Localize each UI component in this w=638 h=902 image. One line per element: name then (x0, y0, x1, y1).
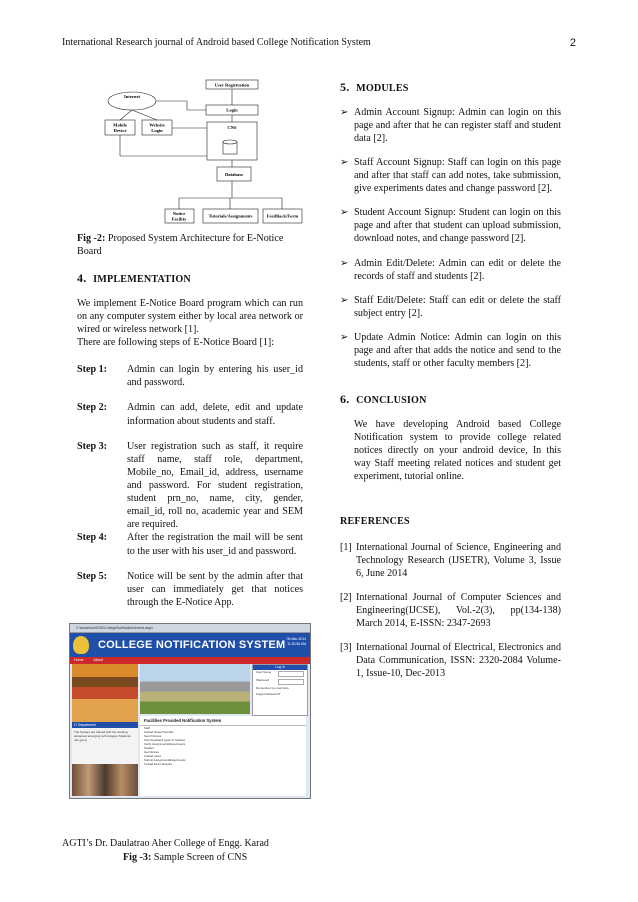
cns-banner (70, 633, 310, 657)
figure2-caption-label: Fig -2: (77, 233, 106, 244)
reference-text: International Journal of Computer Sciences and Engineering(IJCSE), Vol.-2(3), pp(134-138) March 2014, E-ISSN: 2347-2693 (356, 591, 561, 630)
step-label: Step 3: (77, 440, 108, 452)
running-header (62, 37, 576, 49)
cns-department-text: The System are trained with the working advanced emerging technologies Students can get to (74, 730, 131, 743)
figure3-caption (123, 851, 303, 864)
node-feedback: FeedBack/Form (266, 213, 299, 219)
cns-screenshot (69, 623, 311, 799)
section6-title: CONCLUSION (356, 395, 427, 407)
bullet-arrow-icon: ➢ (340, 332, 349, 344)
step-label: Step 4: (77, 532, 108, 544)
node-cns: CNS (227, 125, 237, 130)
figure3-caption-text: Sample Screen of CNS (153, 852, 248, 863)
step-item (77, 440, 303, 532)
node-website-line1: Website (149, 122, 165, 128)
figure2-caption (77, 232, 303, 258)
list-item (340, 206, 561, 245)
bullet-arrow-icon: ➢ (340, 156, 349, 168)
campus-photo (140, 664, 250, 714)
cns-login-forgot: Forgot Password? (256, 691, 281, 696)
node-user-registration: User Registration (214, 82, 250, 88)
module-text: Admin Account Signup: Admin can login on this page and after that he can register staff and student data [2]. (354, 106, 561, 144)
step-label: Step 5: (77, 570, 108, 582)
node-mobile-line1: Mobile (113, 122, 127, 128)
cns-nav (70, 657, 310, 664)
step-text: Admin can login by entering his user_id and password. (127, 364, 303, 389)
step-label: Step 2: (77, 402, 108, 414)
step-item (77, 531, 303, 557)
node-database: Database (224, 172, 244, 177)
list-item (340, 641, 561, 680)
bullet-arrow-icon: ➢ (340, 294, 349, 306)
step-item (77, 570, 303, 609)
step-text: Notice will be sent by the admin after that user can immediately get that notices through the E-Notice App. (127, 570, 303, 608)
page-footer: AGTI’s Dr. Daulatrao Aher College of Engg. Karad (62, 838, 269, 849)
right-column (340, 78, 561, 692)
students-photo (72, 764, 138, 796)
module-text: Staff Edit/Delete: Staff can edit or delete the staff subject entry [2]. (354, 294, 561, 319)
cns-login-pass-row: Password (253, 678, 307, 686)
cns-banner-date: 06-Mar-2014 11:20:56 AM (286, 637, 306, 646)
list-item (340, 257, 561, 283)
section4-intro: We implement E-Notice Board program which can run on any computer system either by local area network or wired or wireless network [1]. (77, 297, 303, 336)
conclusion-text: We have developing Android based College Notification system to provide college related notices directly on your android device, In this way Staff meeting related notices and student get experiment, tutorial online. (354, 418, 561, 483)
figure3-caption-label: Fig -3: (123, 852, 152, 863)
bullet-arrow-icon: ➢ (340, 257, 349, 269)
section4-heading (77, 271, 303, 287)
browser-address-bar: C:\localhost\CNS\CollegeNotification\home.aspx (70, 624, 310, 633)
cns-facilities-panel (140, 716, 306, 796)
cns-facilities-heading: Facilities Provided Notification System (140, 716, 306, 726)
implementation-steps (77, 363, 303, 609)
module-text: Admin Edit/Delete: Admin can edit or delete the records of staff and students [2]. (354, 257, 561, 282)
bullet-arrow-icon: ➢ (340, 207, 349, 219)
reference-number: [2] (340, 591, 352, 603)
references-list (340, 541, 561, 681)
cns-nav-home: Home (74, 658, 84, 662)
section5-title: MODULES (356, 83, 409, 94)
list-item (340, 541, 561, 580)
node-internet: Internet (123, 94, 141, 99)
section4-intro2: There are following steps of E-Notice Board [1]: (77, 337, 275, 349)
section5-heading (340, 80, 561, 96)
cns-department-heading: IT Department (72, 722, 138, 728)
cns-left-panel (72, 664, 138, 796)
node-tutorials: Tutorials/Assignments (208, 213, 253, 219)
journal-title: International Research journal of Android based College Notification System (62, 37, 371, 48)
step-text: After the registration the mail will be sent to the user with his user_id and password. (127, 532, 303, 557)
page-number: 2 (569, 37, 576, 49)
list-item (340, 294, 561, 320)
section4-title: IMPLEMENTATION (93, 274, 191, 286)
list-item (340, 591, 561, 630)
cns-nav-about: About (93, 658, 103, 662)
node-mobile-line2: Device (113, 128, 127, 133)
step-item (77, 401, 303, 427)
module-text: Student Account Signup: Student can login on this page and after that student can upload submission, download notes, and change password [2]. (354, 207, 561, 245)
modules-list (340, 106, 561, 371)
section6-heading (340, 392, 561, 408)
node-login: Login (226, 107, 238, 113)
architecture-diagram-svg (77, 78, 303, 228)
node-notice-line1: Notice (172, 211, 186, 216)
cns-login-user-row: User Name (253, 670, 307, 678)
module-text: Update Admin Notice: Admin can login on this page and after that adds the notice and send to the students, staff or other faculty members [2]. (354, 332, 561, 370)
node-website-line2: Login (151, 128, 163, 133)
college-building-photo (72, 664, 138, 722)
list-item (340, 106, 561, 145)
section5-number: 5. (340, 80, 350, 94)
step-text: Admin can add, delete, edit and update information about students and staff. (127, 402, 303, 427)
left-column (74, 78, 306, 864)
step-item (77, 363, 303, 389)
figure2-caption-text: Proposed System Architecture for E-Notice Board (77, 233, 284, 258)
architecture-diagram (77, 78, 303, 228)
step-text: User registration such as staff, it require staff name, staff role, department, Mobile_no, Email_id, address, username and password. For student registration, student prn_no, name, city, gender, email_id, roll no, academic year and SEM are required. (127, 440, 303, 531)
reference-text: International Journal of Electrical, Electronics and Data Communication, ISSN: 2320-2084 Volume-1, Issue-10, Dec-2013 (356, 642, 561, 680)
cns-banner-title: COLLEGE NOTIFICATION SYSTEM (98, 639, 286, 651)
list-item (340, 331, 561, 370)
step-label: Step 1: (77, 364, 108, 376)
cns-login-remember: Remember me next time (256, 686, 289, 690)
bullet-arrow-icon: ➢ (340, 106, 349, 118)
reference-text: International Journal of Science, Engineering and Technology Research (IJSETR), Volume 3, Issue 6, June 2014 (356, 541, 561, 579)
college-logo-icon (73, 636, 89, 654)
references-heading: REFERENCES (340, 516, 410, 528)
reference-number: [3] (340, 642, 352, 654)
cns-login-heading: Log In (253, 665, 307, 670)
list-item (340, 156, 561, 195)
reference-number: [1] (340, 541, 352, 553)
cns-facilities-list: Staff Upload Notes/Tutorials Send Notices Sms Feedback given to Student Verify Assignments/Experiments Student Get Notices Upload notes Submit Assignment/Experiments Upload Exam Results (144, 726, 186, 766)
section4-number: 4. (77, 271, 87, 286)
section6-number: 6. (340, 392, 350, 407)
node-notice-line2: Facility (171, 216, 187, 222)
module-text: Staff Account Signup: Staff can login on this page and after that staff can add notes, take submission, give experiments dates and change password [2]. (354, 156, 561, 195)
cns-login-panel (252, 664, 308, 716)
